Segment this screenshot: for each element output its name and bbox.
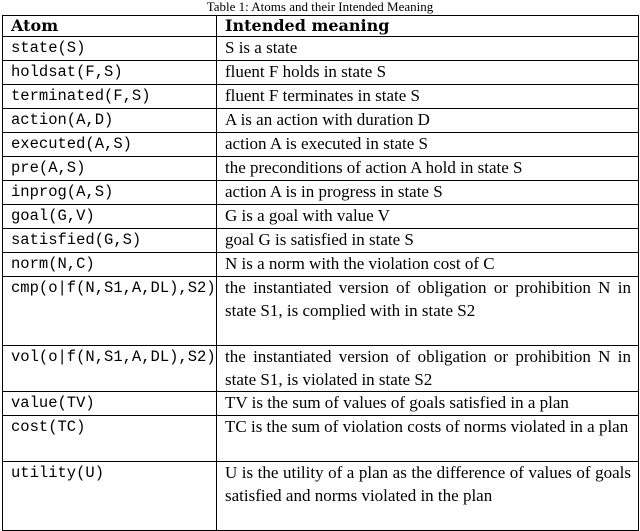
atoms-table	[2, 15, 639, 531]
table-row	[3, 253, 639, 277]
atom-cell: utility(U)	[3, 462, 217, 531]
table-row	[3, 133, 639, 157]
table-row	[3, 61, 639, 85]
meaning-cell: S is a state	[217, 37, 639, 61]
atom-cell: cmp(o|f(N,S1,A,DL),S2)	[3, 277, 217, 346]
table-row	[3, 205, 639, 229]
meaning-cell: action A is in progress in state S	[217, 181, 639, 205]
table-row	[3, 37, 639, 61]
table-row	[3, 109, 639, 133]
atom-cell: executed(A,S)	[3, 133, 217, 157]
table-row	[3, 85, 639, 109]
atom-cell: inprog(A,S)	[3, 181, 217, 205]
table-row	[3, 157, 639, 181]
atom-cell: terminated(F,S)	[3, 85, 217, 109]
table-row	[3, 277, 639, 346]
meaning-cell: action A is executed in state S	[217, 133, 639, 157]
atom-cell: norm(N,C)	[3, 253, 217, 277]
table-row	[3, 392, 639, 416]
meaning-cell: fluent F holds in state S	[217, 61, 639, 85]
table-row	[3, 229, 639, 253]
atom-cell: goal(G,V)	[3, 205, 217, 229]
table-header-row	[3, 16, 639, 37]
meaning-cell: the instantiated version of obligation or prohibition N in state S1, is violated in state S2	[217, 346, 639, 392]
table-row	[3, 416, 639, 462]
table-row	[3, 181, 639, 205]
atom-cell: state(S)	[3, 37, 217, 61]
atom-cell: satisfied(G,S)	[3, 229, 217, 253]
header-meaning: Intended meaning	[217, 16, 639, 37]
meaning-cell: the preconditions of action A hold in state S	[217, 157, 639, 181]
atom-cell: value(TV)	[3, 392, 217, 416]
atom-cell: cost(TC)	[3, 416, 217, 462]
meaning-cell: TC is the sum of violation costs of norms violated in a plan	[217, 416, 639, 462]
atom-cell: pre(A,S)	[3, 157, 217, 181]
meaning-cell: G is a goal with value V	[217, 205, 639, 229]
meaning-cell: U is the utility of a plan as the difference of values of goals satisfied and norms violated in the plan	[217, 462, 639, 531]
table-caption: Table 1: Atoms and their Intended Meaning	[206, 0, 434, 14]
atom-cell: action(A,D)	[3, 109, 217, 133]
meaning-cell: fluent F terminates in state S	[217, 85, 639, 109]
meaning-cell: N is a norm with the violation cost of C	[217, 253, 639, 277]
meaning-cell: goal G is satisfied in state S	[217, 229, 639, 253]
meaning-cell: the instantiated version of obligation or prohibition N in state S1, is complied with in state S2	[217, 277, 639, 346]
atom-cell: vol(o|f(N,S1,A,DL),S2)	[3, 346, 217, 392]
table-row	[3, 462, 639, 531]
header-atom: Atom	[3, 16, 217, 37]
meaning-cell: A is an action with duration D	[217, 109, 639, 133]
meaning-cell: TV is the sum of values of goals satisfied in a plan	[217, 392, 639, 416]
atom-cell: holdsat(F,S)	[3, 61, 217, 85]
table-row	[3, 346, 639, 392]
